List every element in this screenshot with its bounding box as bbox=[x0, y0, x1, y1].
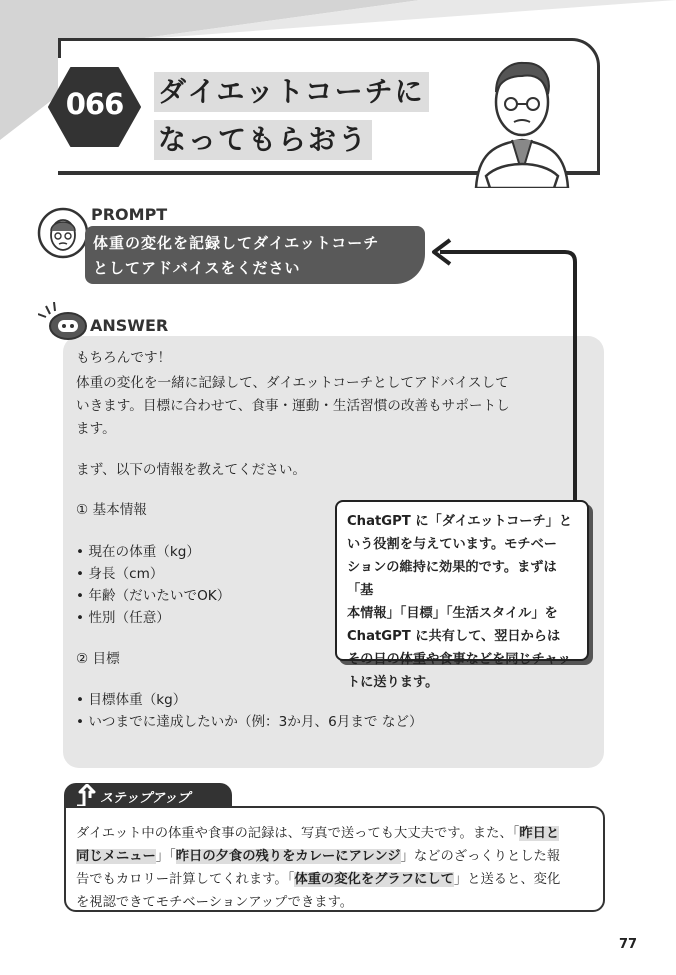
page-title-line2: なってもらおう bbox=[154, 120, 372, 160]
header-frame-edge bbox=[58, 38, 61, 58]
answer-line: ます。 bbox=[76, 421, 116, 437]
callout-line: ChatGPT に共有して、翌日からは bbox=[347, 629, 561, 644]
prompt-text-line2: としてアドバイスをください bbox=[93, 259, 301, 277]
callout-line: ションの維持に効果的です。まずは「基 bbox=[347, 560, 557, 598]
prompt-bubble bbox=[85, 226, 425, 284]
callout-line: その日の体重や食事などを同じチャッ bbox=[347, 652, 571, 667]
stepup-line4: を視認できてモチベーションアップできます。 bbox=[76, 895, 354, 910]
callout-line: ChatGPT に「ダイエットコーチ」と bbox=[347, 514, 573, 529]
page-number: 77 bbox=[619, 937, 638, 952]
answer-label: ANSWER bbox=[90, 316, 169, 335]
callout-arrow bbox=[420, 232, 590, 507]
stepup-line2: 同じメニュー」「昨日の夕食の残りをカレーにアレンジ」などのざっくりとした報 bbox=[76, 849, 561, 864]
prompt-text-line1: 体重の変化を記録してダイエットコーチ bbox=[93, 234, 380, 252]
answer-line: • 目標体重（kg） bbox=[76, 692, 187, 708]
answer-line: ① 基本情報 bbox=[76, 502, 147, 518]
answer-line: まず、以下の情報を教えてください。 bbox=[76, 462, 307, 478]
user-avatar-icon bbox=[37, 205, 89, 261]
answer-line: ② 目標 bbox=[76, 651, 120, 667]
answer-line: 体重の変化を一緒に記録して、ダイエットコーチとしてアドバイスして bbox=[76, 375, 509, 391]
callout-line: トに送ります。 bbox=[347, 675, 439, 690]
answer-line: いきます。目標に合わせて、食事・運動・生活習慣の改善もサポートし bbox=[76, 398, 510, 414]
answer-line: • 現在の体重（kg） bbox=[76, 544, 200, 560]
callout-line: いう役割を与えています。モチベー bbox=[347, 537, 557, 552]
stepup-line1: ダイエット中の体重や食事の記録は、写真で送っても大丈夫です。また、「昨日と bbox=[76, 826, 560, 841]
answer-line: もちろんです！ bbox=[76, 350, 172, 366]
answer-line: • いつまでに達成したいか（例：3か月、6月まで など） bbox=[76, 714, 423, 730]
stepup-label: ステップアップ bbox=[100, 791, 190, 806]
stepup-line3: 告でもカロリー計算してくれます。「体重の変化をグラフにして」と送ると、変化 bbox=[76, 872, 561, 887]
explanation-callout bbox=[335, 500, 589, 690]
section-number: 066 bbox=[65, 87, 124, 121]
answer-line: • 身長（cm） bbox=[76, 566, 164, 582]
page-title-line1: ダイエットコーチに bbox=[154, 72, 429, 112]
callout-line: 本情報」「目標」「生活スタイル」を bbox=[347, 606, 558, 621]
step-up-arrow-icon bbox=[74, 784, 96, 808]
robot-icon bbox=[38, 302, 90, 342]
coach-man-illustration bbox=[462, 48, 582, 188]
prompt-label: PROMPT bbox=[91, 205, 168, 224]
answer-line: • 性別（任意） bbox=[76, 610, 170, 626]
answer-line: • 年齢（だいたいでOK） bbox=[76, 588, 231, 604]
